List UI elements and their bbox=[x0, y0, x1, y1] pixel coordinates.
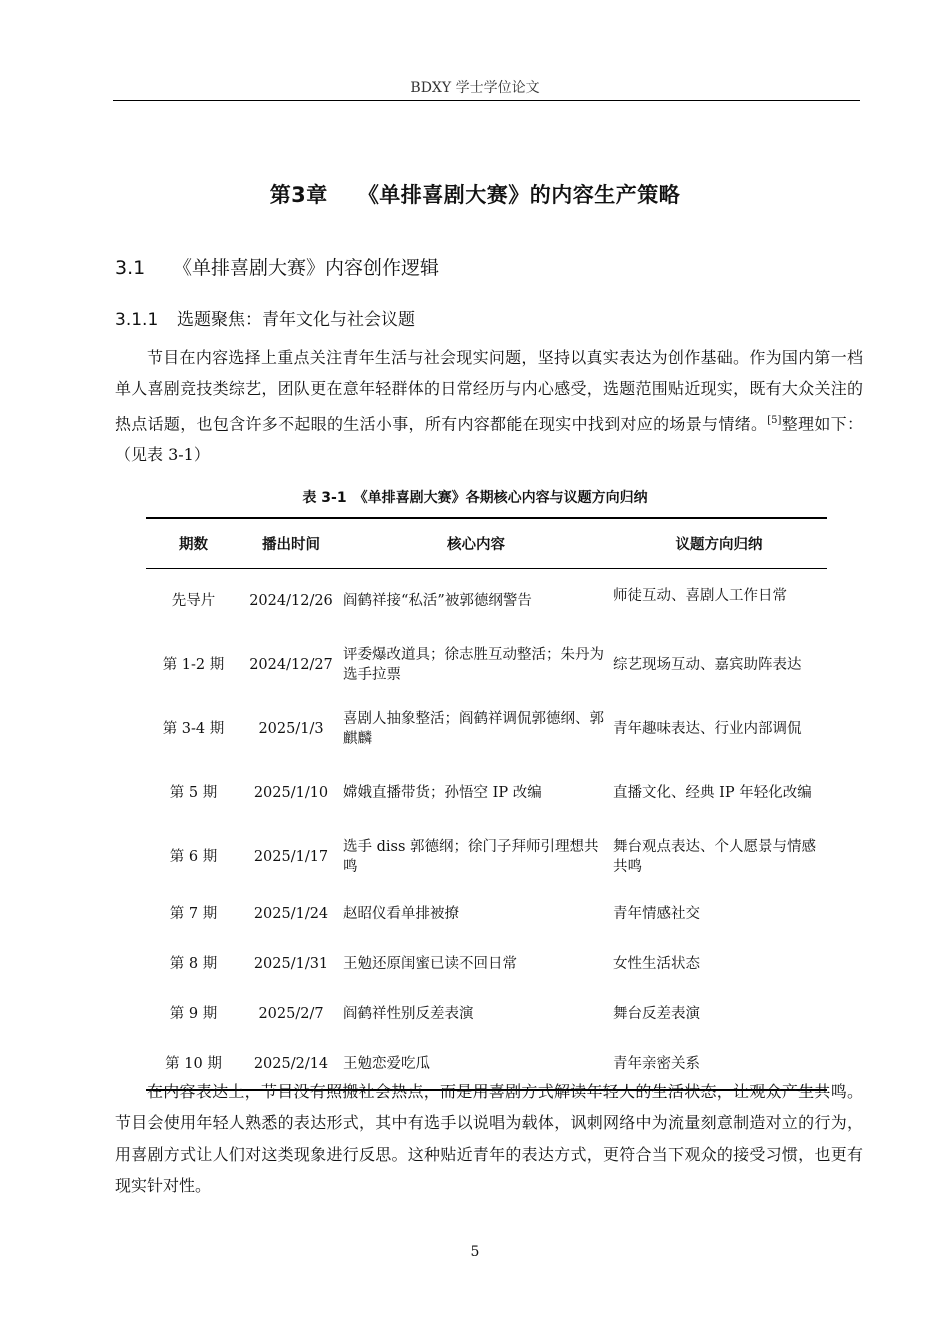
table-cell: 第 1-2 期 bbox=[162, 657, 225, 673]
citation-marker: [5] bbox=[767, 414, 782, 426]
table-row bbox=[146, 569, 827, 634]
table-cell: 先导片 bbox=[171, 593, 216, 609]
table-cell: 第 9 期 bbox=[169, 1006, 218, 1022]
header-rule bbox=[113, 100, 860, 101]
table-cell: 舞台观点表达、个人愿景与情感共鸣 bbox=[613, 839, 816, 875]
table-row bbox=[146, 989, 827, 1039]
section-title: 《单排喜剧大赛》内容创作逻辑 bbox=[173, 257, 440, 279]
table-cell: 王勉还原闺蜜已读不回日常 bbox=[343, 956, 517, 972]
table-cell: 第 3-4 期 bbox=[162, 721, 225, 737]
subsection-number: 3.1.1 bbox=[115, 310, 159, 330]
table-header-row bbox=[146, 518, 827, 569]
subsection-heading bbox=[115, 305, 415, 330]
table-cell: 2025/1/31 bbox=[253, 956, 329, 972]
table-cell: 阎鹤祥性别反差表演 bbox=[343, 1006, 474, 1022]
table-caption: 表 3-1 《单排喜剧大赛》各期核心内容与议题方向归纳 bbox=[302, 490, 648, 506]
table-cell: 第 8 期 bbox=[169, 956, 218, 972]
table-cell: 评委爆改道具；徐志胜互动整活；朱丹为选手拉票 bbox=[343, 647, 604, 683]
column-header: 期数 bbox=[146, 518, 241, 569]
section-heading bbox=[115, 253, 439, 280]
table-cell: 2025/1/17 bbox=[253, 849, 329, 865]
paragraph-text: 节目在内容选择上重点关注青年生活与社会现实问题，坚持以真实表达为创作基础。作为国内第一档单人喜剧竞技类综艺，团队更在意年轻群体的日常经历与内心感受，选题范围贴近现实，既有大众关注的热点话题，也包含许多不起眼的生活小事，所有内容都能在现实中找到对应的场景与情绪。 bbox=[115, 348, 863, 433]
table-cell: 选手 diss 郭德纲；徐门子拜师引理想共鸣 bbox=[343, 839, 599, 875]
table-row bbox=[146, 939, 827, 989]
table-row bbox=[146, 697, 827, 761]
subsection-title: 选题聚焦：青年文化与社会议题 bbox=[177, 310, 415, 330]
table-cell: 第 10 期 bbox=[146, 1039, 241, 1090]
table-cell: 喜剧人抽象整活；阎鹤祥调侃郭德纲、郭麒麟 bbox=[343, 711, 604, 747]
table-cell: 2025/1/10 bbox=[253, 785, 329, 801]
table-row bbox=[146, 761, 827, 825]
section-number: 3.1 bbox=[115, 257, 146, 279]
column-header: 议题方向归纳 bbox=[611, 518, 827, 569]
table-cell: 第 7 期 bbox=[169, 906, 218, 922]
table-cell: 2024/12/27 bbox=[249, 657, 333, 673]
table-row bbox=[146, 633, 827, 697]
table-cell: 女性生活状态 bbox=[613, 956, 700, 972]
table-cell: 直播文化、经典 IP 年轻化改编 bbox=[613, 785, 812, 801]
body-paragraph-1 bbox=[115, 342, 863, 471]
table-cell: 第 6 期 bbox=[169, 849, 218, 865]
table-cell: 青年情感社交 bbox=[613, 906, 700, 922]
chapter-number: 第3章 bbox=[269, 183, 328, 207]
column-header: 核心内容 bbox=[341, 518, 611, 569]
episode-table bbox=[146, 517, 827, 1091]
table-cell: 综艺现场互动、嘉宾助阵表达 bbox=[613, 657, 802, 673]
page-number: 5 bbox=[470, 1244, 480, 1260]
table-cell: 嫦娥直播带货；孙悟空 IP 改编 bbox=[343, 785, 542, 801]
cell-text: 师徒互动、喜剧人工作日常 bbox=[613, 587, 787, 604]
table-cell: 舞台反差表演 bbox=[613, 1006, 700, 1022]
table-cell: 2024/12/26 bbox=[249, 593, 333, 609]
table-cell: 青年亲密关系 bbox=[611, 1039, 827, 1090]
table-cell: 青年趣味表达、行业内部调侃 bbox=[613, 721, 802, 737]
chapter-title bbox=[0, 179, 950, 209]
table-cell: 2025/2/7 bbox=[258, 1006, 324, 1022]
table-cell: 2025/1/24 bbox=[253, 906, 329, 922]
table-row bbox=[146, 825, 827, 889]
table-cell: 2025/1/3 bbox=[258, 721, 324, 737]
chapter-title-text: 《单排喜剧大赛》的内容生产策略 bbox=[357, 183, 681, 207]
body-paragraph-2: 在内容表达上，节目没有照搬社会热点，而是用喜剧方式解读年轻人的生活状态，让观众产生共鸣。节目会使用年轻人熟悉的表达形式，其中有选手以说唱为载体，讽刺网络中为流量刻意制造对立的行为，用喜剧方式让人们对这类现象进行反思。这种贴近青年的表达方式，更符合当下观众的接受习惯，也更有现实针对性。 bbox=[115, 1082, 863, 1195]
table-cell: 王勉恋爱吃瓜 bbox=[341, 1039, 611, 1090]
paragraph-tail: 整理如下：（见表 3-1） bbox=[115, 413, 863, 465]
table-cell: 阎鹤祥接“私活”被郭德纲警告 bbox=[343, 593, 532, 609]
running-header: BDXY 学士学位论文 bbox=[410, 80, 540, 96]
table-cell bbox=[611, 569, 827, 634]
table-cell: 2025/2/14 bbox=[241, 1039, 341, 1090]
table-cell: 赵昭仪看单排被撩 bbox=[343, 906, 459, 922]
table-cell: 第 5 期 bbox=[169, 785, 218, 801]
table-row bbox=[146, 889, 827, 939]
column-header: 播出时间 bbox=[241, 518, 341, 569]
